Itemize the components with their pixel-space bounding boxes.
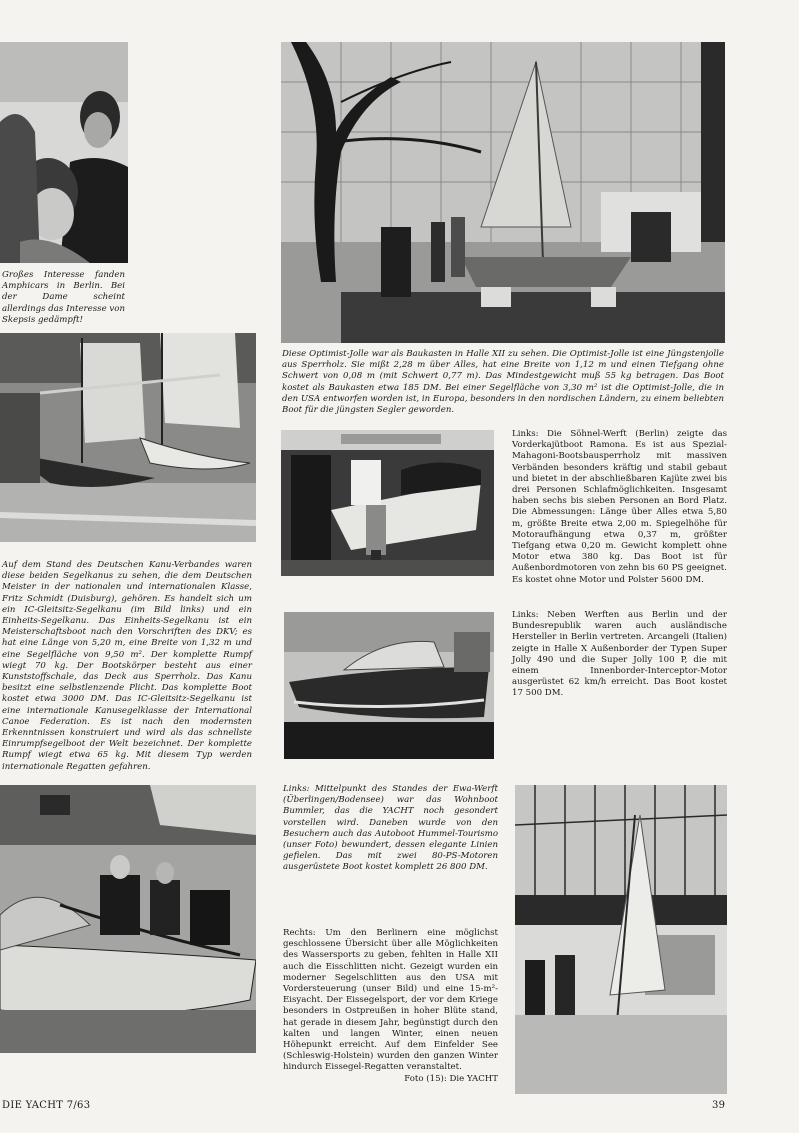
- caption-ewa: Links: Mittelpunkt des Standes der Ewa-Werft (Überlingen/Bodensee) war das Wohnboot Bummler, das die YACHT noch gesondert vorstellen wird. Daneben wurde von den Besuchern auch das Autoboot Hummel-Tourismo (unser Foto) bewundert, dessen elegante Linien gefielen. Das mit zwei 80-PS-Motoren ausgerüstete Boot kostet komplett 26 800 DM.: [283, 784, 498, 873]
- photo-ewa-autoboot: [0, 785, 256, 1053]
- caption-eissegler: [283, 928, 498, 1085]
- photo-optimist-dinghy: [281, 42, 725, 343]
- caption-kanu: Auf dem Stand des Deutschen Kanu-Verbandes waren diese beiden Segelkanus zu sehen, die dem Deutschen Meister in der nationalen und internationalen Klasse, Fritz Schmidt (Duisburg), gehören. Es handelt sich um ein IC-Gleitsitz-Segelkanu (im Bild links) und ein Einheits-Segelkanu. Das Einheits-Segelkanu ist ein Meisterschaftsboot nach den Vorschriften des DKV; es hat eine Länge von 5,20 m, eine Breite von 1,32 m und eine Segelfläche von 9,50 m². Der komplette Rumpf wiegt 70 kg. Der Bootskörper besteht aus einer Kunststoffschale, das Deck aus Sperrholz. Das Kanu besitzt eine selbstlenzende Plicht. Das komplette Boot kostet etwa 3000 DM. Das IC-Gleitsitz-Segelkanu ist eine internationale Kanusegelklasse der International Canoe Federation. Es ist nach den modernsten Erkenntnissen konstruiert und wird als das schnellste Einrumpfsegelboot der Welt bezeichnet. Der komplette Rumpf wiegt etwa 65 kg. Mit diesem Typ werden internationale Regatten gefahren.: [2, 560, 252, 772]
- caption-arcangeli: Links: Neben Werften aus Berlin und der Bundesrepublik waren auch ausländische Hersteller in Berlin vertreten. Arcangeli (Italien) zeigte in Halle X Außenborder der Typen Super Jolly 490 und die Super Jolly 100 P, die mit einem Innenborder-Interceptor-Motor ausgerüstet 62 km/h erreicht. Das Boot kostet 17 500 DM.: [512, 610, 727, 699]
- photo-credit: Foto (15): Die YACHT: [404, 1073, 498, 1084]
- photo-ice-yacht: [515, 785, 727, 1094]
- caption-eissegler-text: Rechts: Um den Berlinern eine möglichst geschlossene Übersicht über alle Möglichkeiten des Wassersports zu geben, fehlten in Halle XII auch die Eisschlitten nicht. Gezeigt wurden ein moderner Segelschlitten aus den USA mit Vordersteuerung (unser Bild) und eine 15-m²-Eisyacht. Der Eissegelsport, der vor dem Kriege besonders in Ostpreußen in hoher Blüte stand, hat gerade in diesem Jahr, begünstigt durch den kalten und langen Winter, einen neuen Höhepunkt erreicht. Auf dem Einfelder See (Schleswig-Holstein) wurden den ganzen Winter hindurch Eissegel-Regatten veranstaltet.: [283, 928, 498, 1073]
- footer-magazine-issue: DIE YACHT 7/63: [2, 1100, 91, 1111]
- footer-page-number: 39: [712, 1100, 726, 1111]
- photo-sailing-canoes: [0, 333, 256, 542]
- photo-ramona-boat: [281, 430, 494, 576]
- caption-optimist: Diese Optimist-Jolle war als Baukasten in Halle XII zu sehen. Die Optimist-Jolle ist eine Jüngstenjolle aus Sperrholz. Sie mißt 2,28 m über Alles, hat eine Breite von 1,12 m und einen Tiefgang ohne Schwert von 0,08 m (mit Schwert 0,77 m). Das Mindestgewicht muß 55 kg betragen. Das Boot kostet als Baukasten etwa 185 DM. Bei einer Segelfläche von 3,30 m² ist die Optimist-Jolle, die in den USA entworfen worden ist, in Europa, besonders in den nordischen Ländern, zu einem beliebten Boot für die jüngsten Segler geworden.: [282, 349, 724, 416]
- caption-ramona: Links: Die Söhnel-Werft (Berlin) zeigte das Vorderkajütboot Ramona. Es ist aus Spezial-Mahagoni-Bootsbausperrholz mit massiven Verbänden besonders kräftig und stabil gebaut und bietet in der abschließbaren Kajüte zwei bis drei Personen Schlafmöglichkeiten. Insgesamt haben sechs bis sieben Personen an Bord Platz. Die Abmessungen: Länge über Alles etwa 5,80 m, größte Breite etwa 2,00 m. Spiegelhöhe für Motoraufhängung etwa 0,37 m, größter Tiefgang etwa 0,20 m. Gewicht komplett ohne Motor etwa 380 kg. Das Boot ist für Außenbordmotoren von zehn bis 60 PS geeignet. Es kostet ohne Motor und Polster 5600 DM.: [512, 429, 727, 585]
- photo-arcangeli-speedboat: [284, 612, 494, 759]
- photo-amphicar-visitors: [0, 42, 128, 263]
- caption-amphicar: Großes Interesse fanden Amphicars in Berlin. Bei der Dame scheint allerdings das Interesse von Skepsis gedämpft!: [2, 270, 125, 325]
